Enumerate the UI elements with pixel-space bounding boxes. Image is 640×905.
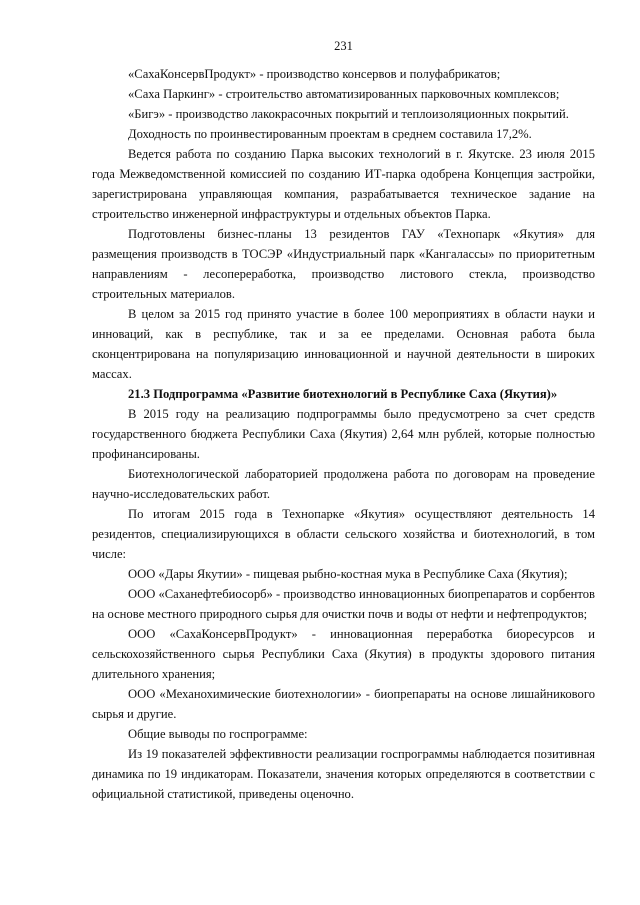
paragraph: Ведется работа по созданию Парка высоких технологий в г. Якутске. 23 июля 2015 года Межведомственной комиссией по созданию ИТ-парка одобрена Концепция застройки, зарегистрирована управляющая компания, разрабатывается техническое задание на строительство инженерной инфраструктуры и отдельных объектов Парка.: [92, 147, 595, 221]
paragraph: Доходность по проинвестированным проектам в среднем составила 17,2%.: [128, 127, 532, 141]
paragraph: По итогам 2015 года в Технопарке «Якутия» осуществляют деятельность 14 резидентов, специализирующихся в области сельского хозяйства и биотехнологий, в том числе:: [92, 507, 595, 561]
document-page: [92, 38, 595, 804]
paragraph: Из 19 показателей эффективности реализации госпрограммы наблюдается позитивная динамика по 19 индикаторам. Показатели, значения которых определяются в соответствии с официальной статистикой, приведены оценочно.: [92, 747, 595, 801]
paragraph: «СахаКонсервПродукт» - производство консервов и полуфабрикатов;: [128, 67, 501, 81]
paragraph: В 2015 году на реализацию подпрограммы было предусмотрено за счет средств государственного бюджета Республики Саха (Якутия) 2,64 млн рублей, которые полностью профинансированы.: [92, 407, 595, 461]
page-number: 231: [334, 39, 353, 53]
paragraph: «Саха Паркинг» - строительство автоматизированных парковочных комплексов;: [128, 87, 560, 101]
paragraph: В целом за 2015 год принято участие в более 100 мероприятиях в области науки и инноваций, как в республике, так и за ее пределами. Основная работа была сконцентрирована на популяризацию инновационной и научной деятельности в широких массах.: [92, 307, 595, 381]
list-item: ООО «Дары Якутии» - пищевая рыбно-костная мука в Республике Саха (Якутия);: [128, 567, 568, 581]
paragraph: Общие выводы по госпрограмме:: [128, 727, 308, 741]
list-item: ООО «Механохимические биотехнологии» - биопрепараты на основе лишайникового сырья и другие.: [92, 687, 595, 721]
list-item: ООО «Саханефтебиосорб» - производство инновационных биопрепаратов и сорбентов на основе местного природного сырья для очистки почв и воды от нефти и нефтепродуктов;: [92, 587, 595, 621]
section-heading: 21.3 Подпрограмма «Развитие биотехнологий в Республике Саха (Якутия)»: [128, 387, 558, 401]
list-item: ООО «СахаКонсервПродукт» - инновационная переработка биоресурсов и сельскохозяйственного сырья Республики Саха (Якутия) в продукты здорового питания длительного хранения;: [92, 627, 595, 681]
paragraph: Подготовлены бизнес-планы 13 резидентов ГАУ «Технопарк «Якутия» для размещения производств в ТОСЭР «Индустриальный парк «Кангалассы» по приоритетным направлениям - лесопереработка, производство листового стекла, производство строительных материалов.: [92, 227, 595, 301]
paragraph: Биотехнологической лабораторией продолжена работа по договорам на проведение научно-исследовательских работ.: [92, 467, 595, 501]
paragraph: «Бигэ» - производство лакокрасочных покрытий и теплоизоляционных покрытий.: [128, 107, 569, 121]
